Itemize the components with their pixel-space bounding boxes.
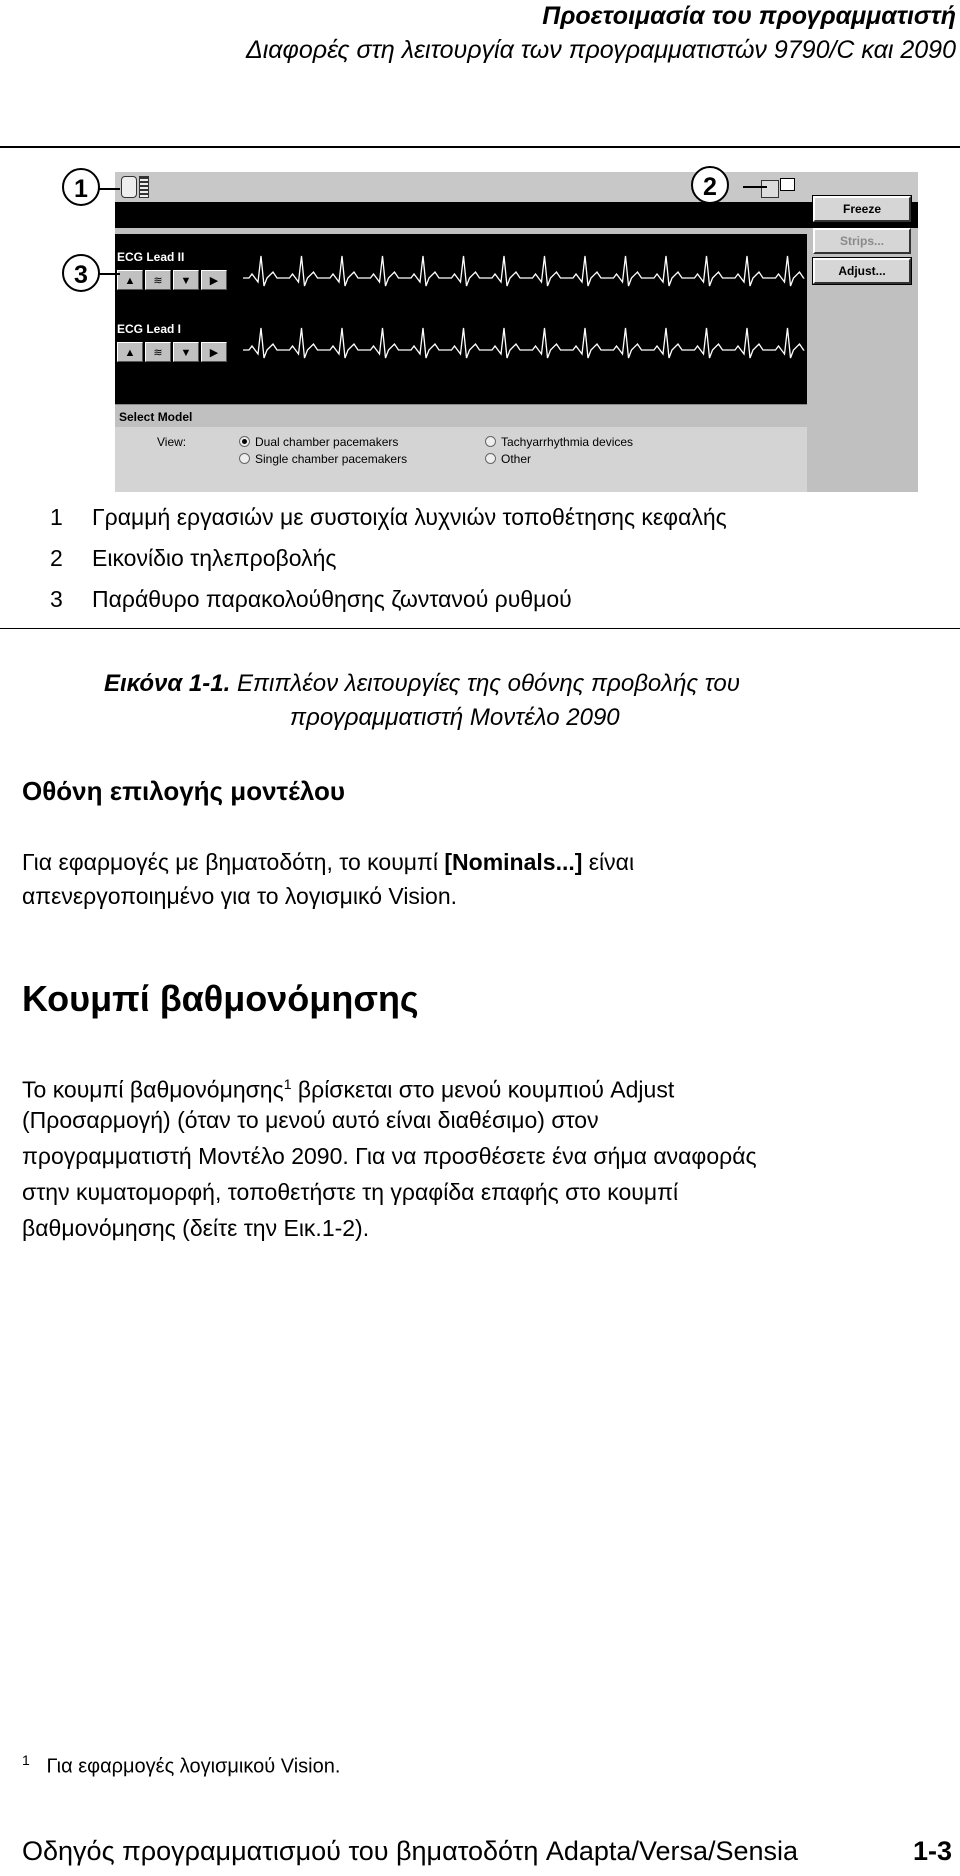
option-label: Tachyarrhythmia devices <box>501 435 634 449</box>
head-position-lamp-icon <box>121 176 137 198</box>
callout-leader <box>98 273 120 275</box>
paragraph-line: Το κουμπί βαθμονόμησης$^1$ βρίσκεται στο μενού κουμπιού Adjust <box>22 1076 675 1103</box>
adjust-button[interactable]: Adjust... <box>813 258 911 284</box>
option-label: Single chamber pacemakers <box>255 452 408 466</box>
gain-icon[interactable]: ≋ <box>145 270 171 290</box>
option-label: Dual chamber pacemakers <box>255 435 399 449</box>
live-rhythm-window <box>115 234 807 404</box>
taskbar <box>115 172 918 202</box>
callout-1: 1 <box>62 168 100 206</box>
page-footer: Οδηγός προγραμματισμού του βηματοδότη Adapta/Versa/Sensia <box>22 1836 799 1866</box>
window-checkbox[interactable] <box>780 178 795 191</box>
running-header-subtitle: Διαφορές στη λειτουργία των προγραμματιστών 9790/C και 2090 <box>245 36 956 64</box>
callout-leader <box>743 186 767 188</box>
up-arrow-icon[interactable]: ▲ <box>117 270 143 290</box>
legend-item: 1 Γραμμή εργασιών με συστοιχία λυχνιών τοποθέτησης κεφαλής <box>50 504 727 530</box>
paragraph-line: προγραμματιστή Μοντέλο 2090. Για να προσθέσετε ένα σήμα αναφοράς <box>22 1143 757 1169</box>
legend-item: 2 Εικονίδιο τηλεπροβολής <box>50 545 337 571</box>
radio-single-chamber[interactable] <box>239 453 250 464</box>
telemetry-icon <box>761 180 779 198</box>
select-model-panel <box>115 404 807 492</box>
section-heading: Οθόνη επιλογής μοντέλου <box>22 776 346 806</box>
radio-tachyarrhythmia[interactable] <box>485 436 496 447</box>
ecg-trace-lead-i <box>243 328 804 358</box>
gain-icon[interactable]: ≋ <box>145 342 171 362</box>
paragraph-line: στην κυματομορφή, τοποθετήστε τη γραφίδα επαφής στο κουμπί <box>22 1179 679 1205</box>
paragraph-line: βαθμονόμησης (δείτε την Εικ.1-2). <box>22 1215 370 1241</box>
section-heading-large: Κουμπί βαθμονόμησης <box>22 978 419 1019</box>
footnote-ref: 1 <box>283 1076 292 1092</box>
option-label: Other <box>501 452 532 466</box>
freeze-button[interactable]: Freeze <box>813 196 911 222</box>
ecg-lead-label: ECG Lead I <box>117 322 182 336</box>
model-options <box>115 427 807 492</box>
callout-3: 3 <box>62 254 100 292</box>
footnote: $^1$ Για εφαρμογές λογισμικού Vision. <box>22 1752 341 1778</box>
callout-leader <box>98 188 120 190</box>
programmer-screenshot <box>115 172 918 492</box>
legend-rule <box>0 628 960 629</box>
status-bar <box>115 202 918 228</box>
ecg-traces <box>115 234 807 404</box>
figure-caption-line2: προγραμματιστή Μοντέλο 2090 <box>290 704 620 731</box>
running-header-title: Προετοιμασία του προγραμματιστή <box>542 2 956 30</box>
view-label: View: <box>157 435 187 449</box>
up-arrow-icon[interactable]: ▲ <box>117 342 143 362</box>
radio-dual-chamber[interactable] <box>239 436 250 447</box>
page-number: 1-3 <box>912 1836 952 1866</box>
legend-item: 3 Παράθυρο παρακολούθησης ζωντανού ρυθμού <box>50 586 572 612</box>
header-rule <box>0 146 960 148</box>
figure-caption: Εικόνα 1-1. Επιπλέον λειτουργίες της οθόνης προβολής του <box>104 670 740 697</box>
radio-other[interactable] <box>485 453 496 464</box>
strips-button[interactable]: Strips... <box>813 228 911 254</box>
ecg-trace-lead-ii <box>243 256 804 286</box>
callout-2: 2 <box>691 166 729 204</box>
paragraph-line: απενεργοποιημένο για το λογισμικό Vision. <box>22 883 458 909</box>
right-arrow-icon[interactable]: ▶ <box>201 342 227 362</box>
lamp-array-icon <box>139 176 149 198</box>
paragraph-line: (Προσαρμογή) (όταν το μενού αυτό είναι διαθέσιμο) στον <box>22 1107 599 1133</box>
down-arrow-icon[interactable]: ▼ <box>173 342 199 362</box>
down-arrow-icon[interactable]: ▼ <box>173 270 199 290</box>
ecg-lead-label: ECG Lead II <box>117 250 185 264</box>
right-arrow-icon[interactable]: ▶ <box>201 270 227 290</box>
paragraph-line: Για εφαρμογές με βηματοδότη, το κουμπί [Nominals...] είναι <box>22 849 635 875</box>
select-model-title: Select Model <box>119 410 193 424</box>
